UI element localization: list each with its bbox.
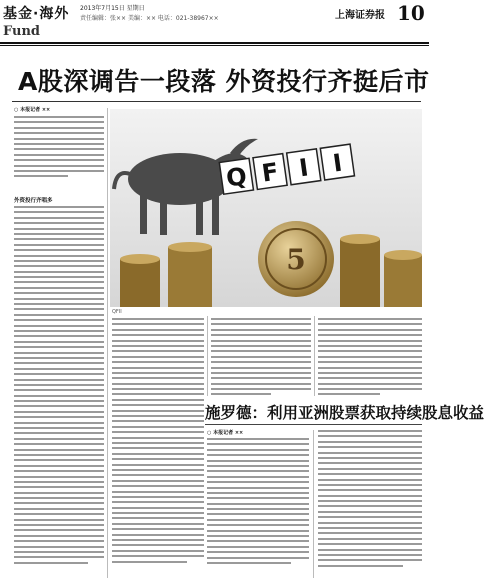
lead-column-2: [112, 318, 204, 566]
second-headline: 施罗德：利用亚洲股票获取持续股息收益: [205, 404, 484, 422]
column-divider: [313, 430, 314, 578]
headline-rule: [12, 101, 421, 102]
masthead-rule-thin: [0, 45, 429, 46]
second-column-2: [318, 430, 422, 570]
banner-letter-f: F: [260, 157, 281, 188]
second-byline: ○ 本报记者 ××: [207, 430, 244, 436]
column-divider: [207, 316, 208, 396]
qfii-photo: [110, 109, 422, 307]
banner-letter-i1: I: [297, 153, 311, 183]
qfii-illustration: [110, 109, 422, 307]
second-headline-rule: [205, 424, 422, 425]
lead-column-1b: [14, 206, 104, 567]
photo-caption: QFII: [112, 309, 122, 315]
lead-column-1: [14, 116, 104, 181]
newspaper-name: 上海证券报: [335, 10, 385, 21]
editor-info: 责任编辑：张×× 美编：×× 电话：021-38967××: [80, 15, 219, 22]
page-number: 10: [397, 1, 425, 25]
masthead: [0, 0, 429, 46]
section-title: 基金·海外: [3, 6, 70, 22]
svg-text:5: 5: [286, 243, 306, 276]
lead-byline: ○ 本报记者 ××: [14, 107, 51, 113]
banner-letter-q: Q: [224, 161, 249, 193]
lead-subhead-1: 外资投行齐唱多: [14, 198, 53, 204]
banner-letter-i2: I: [331, 148, 344, 178]
masthead-rule: [0, 42, 429, 44]
column-divider: [107, 108, 108, 578]
column-divider: [314, 316, 315, 396]
lead-column-4: [318, 318, 422, 399]
lead-headline: A股深调告一段落 外资投行齐挺后市: [18, 67, 430, 96]
lead-column-3: [211, 318, 311, 399]
second-column-1: [207, 438, 309, 567]
dateline: 2013年7月15日 星期日: [80, 5, 145, 12]
section-subtitle: Fund: [3, 24, 40, 39]
